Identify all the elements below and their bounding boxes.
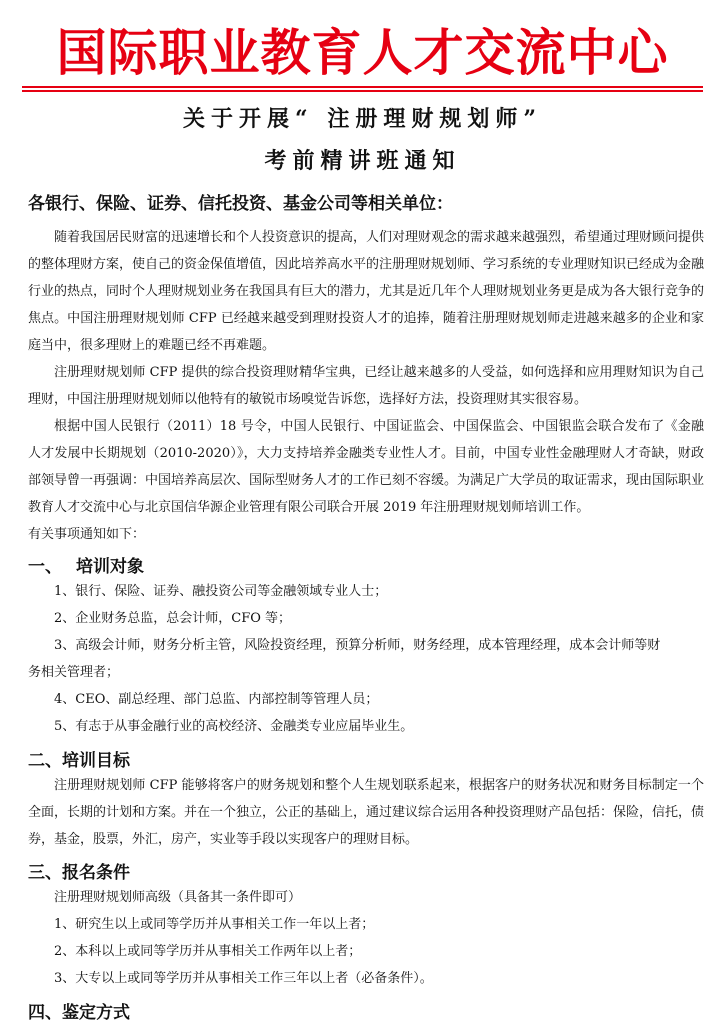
list-item: 1、银行、保险、证券、融投资公司等金融领域专业人士； [54, 584, 388, 599]
section-1-number: 一、 [28, 557, 62, 577]
list-item: 2、企业财务总监，总会计师，CFO 等； [54, 611, 292, 626]
section-2-paragraph: 注册理财规划师 CFP 能够将客户的财务规划和整个人生规划联系起来，根据客户的财务状况和财务目标制定一个全面，长期的计划和方案。并在一个独立，公正的基础上，通过建议综合运用各种投资理财产品包括：保险，信托，债券，基金，股票，外汇，房产，实业等手段以实现客户的理财目标。 [28, 778, 705, 847]
header-divider-top [22, 86, 703, 88]
section-2-heading: 二、培训目标 [28, 751, 130, 771]
intro-paragraph-1: 随着我国居民财富的迅速增长和个人投资意识的提高，人们对理财观念的需求越来越强烈，希望通过理财顾问提供的整体理财方案，使自己的资金保值增值，因此培养高水平的注册理财规划师、学习系统的专业理财知识已经成为金融行业的热点，同时个人理财规划业务在我国具有巨大的潜力，尤其是近几年个人理财规划业务更是成为各大银行竞争的焦点。中国注册理财规划师 CFP 已经越来越受到理财投资人才的追捧，随着注册理财规划师走进越来越多的企业和家庭当中，很多理财上的难题已经不再难题。 [28, 230, 705, 353]
addressee: 各银行、保险、证券、信托投资、基金公司等相关单位： [28, 194, 453, 214]
intro-paragraph-2: 注册理财规划师 CFP 提供的综合投资理财精华宝典，已经让越来越多的人受益，如何选择和应用理财知识为自己理财，中国注册理财规划师以他特有的敏锐市场嗅觉告诉您，选择好方法，投资理财其实很容易。 [28, 365, 704, 407]
section-1-title: 培训对象 [76, 557, 144, 577]
intro-body [28, 224, 704, 548]
section-3-heading: 三、报名条件 [28, 863, 130, 883]
section-1-list [28, 578, 704, 740]
intro-paragraph-4: 有关事项通知如下： [28, 527, 146, 542]
list-item: 3、高级会计师，财务分析主管，风险投资经理，预算分析师，财务经理，成本管理经理，成本会计师等财 [54, 638, 661, 653]
list-item-continuation: 务相关管理者； [28, 665, 120, 680]
list-item: 5、有志于从事金融行业的高校经济、金融类专业应届毕业生。 [54, 719, 414, 734]
list-item: 4、CEO、副总经理、部门总监、内部控制等管理人员； [54, 692, 379, 707]
notice-title-line1: 关于开展“ 注册理财规划师” [183, 106, 542, 132]
list-item: 2、本科以上或同等学历并从事相关工作两年以上者； [54, 944, 362, 959]
list-item: 1、研究生以上或同等学历并从事相关工作一年以上者； [54, 917, 375, 932]
section-3-list [28, 884, 704, 992]
section-1-heading [28, 552, 144, 577]
header-divider-bottom [22, 90, 703, 92]
list-item: 3、大专以上或同等学历并从事相关工作三年以上者（必备条件）。 [54, 971, 433, 986]
section-2-body [28, 772, 704, 853]
section-4-heading: 四、鉴定方式 [28, 1003, 130, 1023]
organization-title: 国际职业教育人才交流中心 [56, 24, 669, 82]
notice-title-line2: 考前精讲班通知 [264, 148, 461, 174]
section-3-subtitle: 注册理财规划师高级（具备其一条件即可） [54, 890, 302, 905]
intro-paragraph-3: 根据中国人民银行（2011）18 号令，中国人民银行、中国证监会、中国保监会、中国银监会联合发布了《金融人才发展中长期规划（2010-2020）》，大力支持培养金融类专业性人才。目前，中国专业性金融理财人才奇缺，财政部领导曾一再强调：中国培养高层次、国际型财务人才的工作已刻不容缓。为满足广大学员的取证需求，现由国际职业教育人才交流中心与北京国信华源企业管理有限公司联合开展 2019 年注册理财规划师培训工作。 [28, 419, 705, 515]
